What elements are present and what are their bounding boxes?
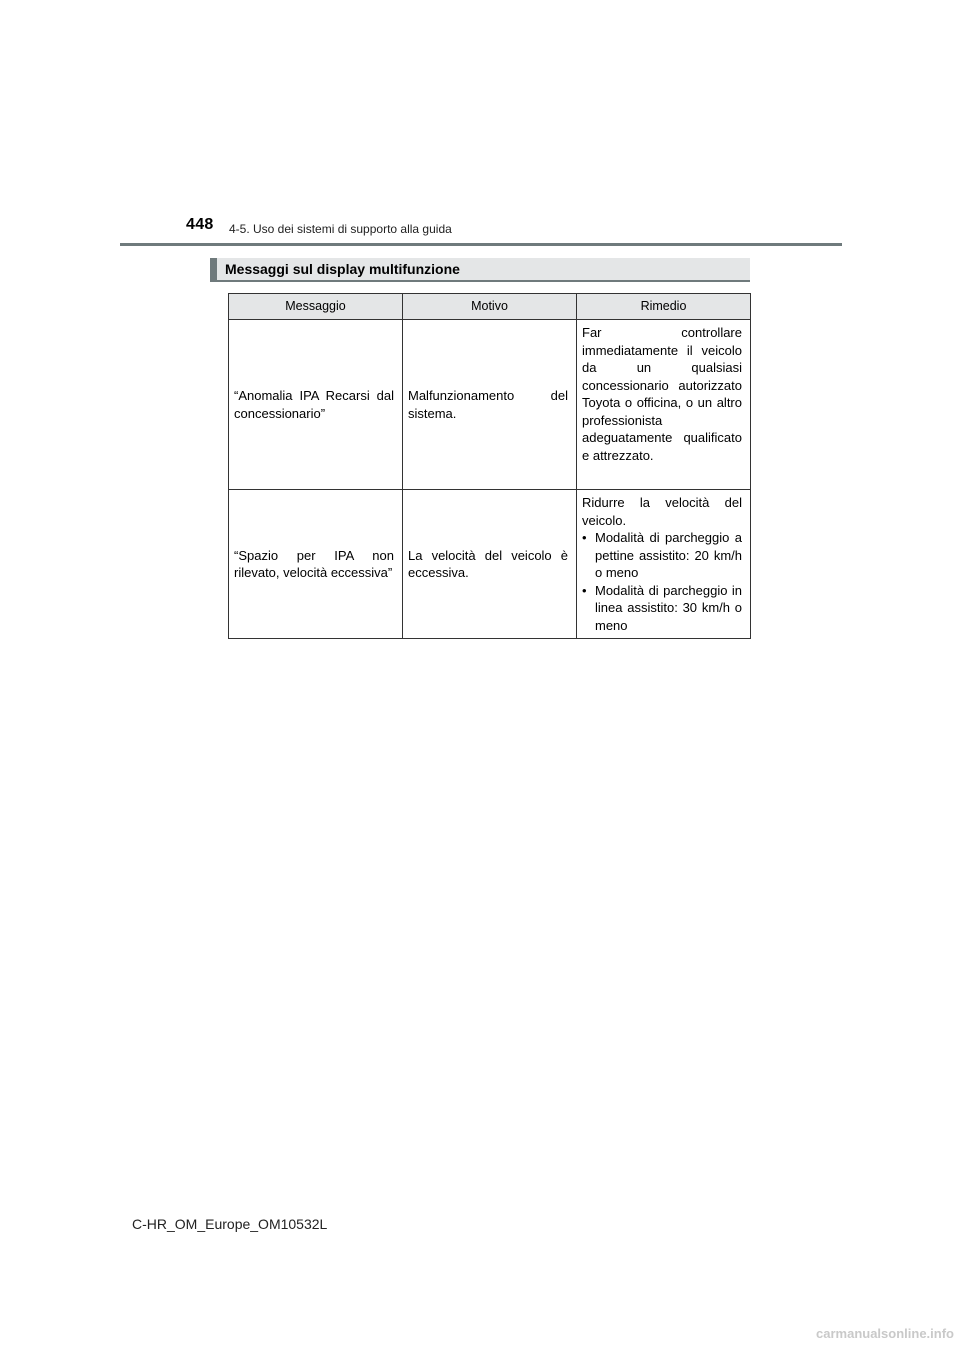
messages-table bbox=[228, 293, 751, 639]
remedy-text: Ridurre la velocità del veicolo. bbox=[582, 495, 742, 528]
table-row bbox=[229, 490, 751, 639]
column-header-reason: Motivo bbox=[403, 294, 577, 320]
column-header-message: Messaggio bbox=[229, 294, 403, 320]
bullet-icon: • bbox=[582, 530, 587, 545]
column-header-remedy: Rimedio bbox=[577, 294, 751, 320]
section-banner bbox=[210, 258, 750, 282]
section-marker bbox=[210, 258, 217, 280]
remedy-text: Far controllare immediatamente il veicolo da un qualsiasi concessionario autorizzato Toyota o officina, o un altro professionista adeguatamente qualificato e attrezzato. bbox=[582, 325, 742, 463]
message-cell: “Anomalia IPA Recarsi dal concessionario” bbox=[229, 320, 403, 490]
remedy-cell bbox=[577, 320, 751, 490]
remedy-item-text: Modalità di parcheggio in linea assistito: 30 km/h o meno bbox=[595, 582, 742, 633]
header-rule bbox=[120, 243, 842, 246]
bullet-icon: • bbox=[582, 582, 587, 598]
remedy-list bbox=[582, 529, 742, 634]
reason-cell: Malfunzionamento del sistema. bbox=[403, 320, 577, 490]
remedy-list-item bbox=[582, 529, 742, 582]
watermark-link[interactable]: carmanualsonline.info bbox=[816, 1326, 954, 1341]
section-title: Messaggi sul display multifunzione bbox=[225, 261, 460, 277]
running-header: 4-5. Uso dei sistemi di supporto alla guida bbox=[229, 222, 452, 236]
table-row bbox=[229, 320, 751, 490]
page-number: 448 bbox=[186, 216, 214, 233]
reason-cell: La velocità del veicolo è eccessiva. bbox=[403, 490, 577, 639]
document-id-footer: C-HR_OM_Europe_OM10532L bbox=[132, 1216, 328, 1232]
message-cell: “Spazio per IPA non rilevato, velocità eccessiva” bbox=[229, 490, 403, 639]
remedy-list-item bbox=[582, 582, 742, 635]
remedy-item-text: Modalità di parcheggio a pettine assistito: 20 km/h o meno bbox=[595, 530, 742, 580]
table-header-row bbox=[229, 294, 751, 320]
remedy-cell bbox=[577, 490, 751, 639]
